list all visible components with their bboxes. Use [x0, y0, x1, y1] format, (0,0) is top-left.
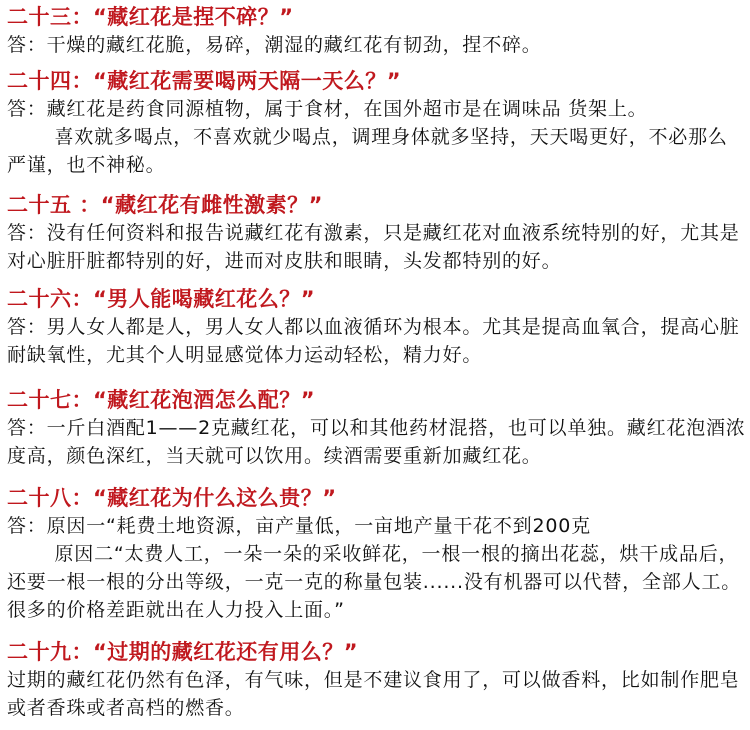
faq-answer	[7, 512, 747, 624]
faq-question: 二十八：“藏红花为什么这么贵？”	[7, 486, 337, 510]
faq-answer	[7, 414, 747, 470]
faq-item-29	[7, 638, 747, 722]
faq-item-26	[7, 285, 747, 369]
faq-item-24	[7, 67, 747, 179]
answer-paragraph: 答：原因一“耗费土地资源，亩产量低，一亩地产量干花不到200克	[7, 515, 591, 537]
answer-paragraph: 答：男人女人都是人，男人女人都以血液循环为根本。尤其是提高血氧合，提高心脏耐缺氧性，尤其个人明显感觉体力运动轻松，精力好。	[7, 316, 740, 366]
faq-answer	[7, 666, 747, 722]
faq-answer	[7, 95, 747, 179]
faq-item-25	[7, 191, 747, 275]
answer-paragraph: 答：一斤白酒配1——2克藏红花，可以和其他药材混搭，也可以单独。藏红花泡酒浓度高，颜色深红，当天就可以饮用。续酒需要重新加藏红花。	[7, 417, 746, 467]
faq-item-27	[7, 386, 747, 470]
faq-answer	[7, 219, 747, 275]
faq-question: 二十五 ：“藏红花有雌性激素？”	[7, 193, 323, 217]
faq-item-23	[7, 3, 747, 59]
answer-paragraph: 答：藏红花是药食同源植物，属于食材，在国外超市是在调味品 货架上。	[7, 98, 648, 120]
answer-paragraph: 过期的藏红花仍然有色泽，有气味，但是不建议食用了，可以做香料，比如制作肥皂或者香珠或者高档的燃香。	[7, 669, 740, 719]
answer-paragraph: 答：没有任何资料和报告说藏红花有激素，只是藏红花对血液系统特别的好，尤其是对心脏肝脏都特别的好，进而对皮肤和眼睛，头发都特别的好。	[7, 222, 740, 272]
faq-question: 二十四：“藏红花需要喝两天隔一天么？”	[7, 69, 402, 93]
faq-question: 二十六：“男人能喝藏红花么？”	[7, 287, 316, 311]
answer-paragraph: 答：干燥的藏红花脆，易碎，潮湿的藏红花有韧劲，捏不碎。	[7, 34, 542, 56]
faq-answer	[7, 31, 747, 59]
faq-question: 二十九：“过期的藏红花还有用么？”	[7, 640, 359, 664]
faq-question: 二十七：“藏红花泡酒怎么配？”	[7, 388, 316, 412]
faq-question: 二十三：“藏红花是捏不碎？”	[7, 5, 294, 29]
answer-paragraph: 原因二“太费人工，一朵一朵的采收鲜花，一根一根的摘出花蕊，烘干成品后，还要一根一根的分出等级，一克一克的称量包装......没有机器可以代替，全部人工。很多的价格差距就出在人力投入上面。”	[7, 543, 742, 621]
faq-answer	[7, 313, 747, 369]
faq-item-28	[7, 484, 747, 624]
answer-paragraph: 喜欢就多喝点，不喜欢就少喝点，调理身体就多坚持，天天喝更好，不必那么严谨，也不神秘。	[7, 126, 728, 176]
